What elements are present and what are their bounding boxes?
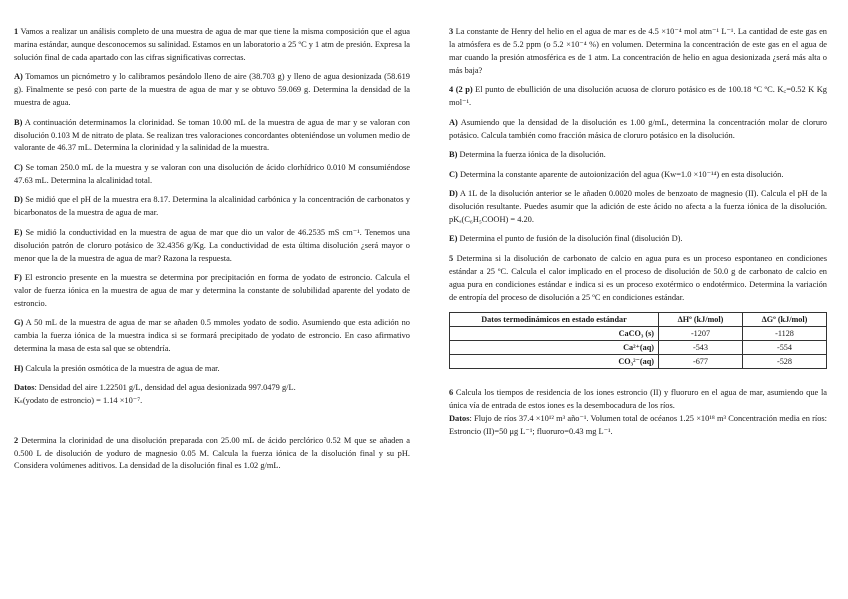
- q1-number: 1: [14, 27, 19, 36]
- table-row: [450, 341, 827, 355]
- table-cell-dh: -543: [659, 341, 743, 355]
- q3-number: 3: [449, 27, 454, 36]
- table-header-row: [450, 313, 827, 327]
- table-row: [450, 327, 827, 341]
- q1-part-g: G) A 50 mL de la muestra de agua de mar se añaden 0.5 mmoles yodato de sodio. Asumiendo que esta adición no cambia la fuerza iónica de la muestra indica si se formará precipitado de yodato de estroncio. En caso afirmativo determina la masa de esta sal que se obtendría.: [14, 318, 410, 354]
- q2-number: 2: [14, 435, 19, 445]
- q1-data-label: Datos: [14, 383, 35, 393]
- q4-points: (2 p): [455, 85, 473, 95]
- q4-intro: [449, 84, 827, 110]
- q6-data-text: : Flujo de ríos 37.4 ×10¹² m³ año⁻¹. Volumen total de océanos 1.25 ×10¹⁸ m³ Concentración media en ríos: Estroncio (II)=50 μg L⁻¹; fluoruro=0.43 mg L⁻¹.: [449, 414, 827, 437]
- q4-part-c: C) Determina la constante aparente de autoionización del agua (Kw=1.0 ×10⁻¹⁴) en esta disolución.: [449, 169, 784, 179]
- q6-number: 6: [449, 388, 454, 398]
- table-row: [450, 355, 827, 369]
- q6-data-label: Datos: [449, 414, 470, 424]
- q5-text: Determina si la disolución de carbonato de calcio en agua pura es un proceso espontaneo en condiciones estándar a 25 ºC. Calcula el calor implicado en el proceso de disolución de 50.0 g de carbonato de calcio en agua pura en condiciones estándar e indica si es un proceso exotérmico o endotérmico. Determina la variación de entropía del proceso de disolución a 25 ºC en condiciones estándar.: [449, 253, 828, 302]
- q1-part-b: B) A continuación determinamos la clorinidad. Se toman 10.00 mL de la muestra de agua de mar y se valoran con disolución 0.103 M de nitrato de plata. Se realizan tres valoraciones concordantes obteniéndose un volumen medio de valorante de 46.37 mL. Determina la clorinidad y la salinidad de la muestra.: [14, 117, 410, 153]
- q1-part-d: D) Se midió que el pH de la muestra era 8.17. Determina la alcalinidad carbónica y la concentración de carbonatos y bicarbonatos de la muestra de agua de mar.: [14, 195, 410, 218]
- table-cell-species: CO₃²⁻(aq): [450, 355, 659, 369]
- spacer: [449, 379, 827, 387]
- q6-text: Calcula los tiempos de residencia de los iones estroncio (II) y fluoruro en el agua de mar, asumiendo que la única vía de entrada de estos iones es la desembocadura de los ríos.: [449, 388, 827, 411]
- q1-intro: [14, 26, 410, 65]
- q4-part-b: B) Determina la fuerza iónica de la disolución.: [449, 150, 606, 160]
- q1-part-c: C) Se toman 250.0 mL de la muestra y se valoran con una disolución de ácido clorhídrico 0.010 M consumiéndose 47.63 mL. Determina la alcalinidad total.: [14, 162, 411, 185]
- table-cell-dh: -677: [659, 355, 743, 369]
- table-cell-dg: -528: [743, 355, 827, 369]
- q3: [449, 26, 827, 78]
- q1-text: Vamos a realizar un análisis completo de una muestra de agua de mar que tiene la misma composición que el agua marina estándar, aunque desconocemos su salinidad. Estamos en un laboratorio a 25 ºC y 1 atm de presión. Expresa la solución final de cada apartado con las cifras significativas correctas.: [14, 27, 410, 62]
- q1-data: Datos: Densidad del aire 1.22501 g/L, densidad del agua desionizada 997.0479 g/L. Kₛ(yodato de estroncio) = 1.14 ×10⁻⁷.: [14, 383, 296, 406]
- q3-text: La constante de Henry del helio en el agua de mar es de 4.5 ×10⁻⁴ mol atm⁻¹ L⁻¹. La cantidad de este gas en la atmósfera es de 5.2 ppm (o 5.2 ×10⁻⁴ %) en volumen. Determina la concentración de este gas en el agua de mar cuando la presión atmosférica es de 1 atm. La concentración de helio en agua desionizada ¿será más alta o más baja?: [449, 27, 827, 75]
- q2: [14, 435, 410, 474]
- table-header-cell: ΔHº (kJ/mol): [659, 313, 743, 327]
- q6: [449, 387, 827, 439]
- table-cell-dg: -1128: [743, 327, 827, 341]
- table-header-cell: Datos termodinámicos en estado estándar: [450, 313, 659, 327]
- q5: [449, 253, 827, 305]
- right-column: [449, 26, 827, 446]
- table-header-cell: ΔGº (kJ/mol): [743, 313, 827, 327]
- q4-number: 4: [449, 85, 454, 95]
- table-cell-species: Ca²⁺(aq): [450, 341, 659, 355]
- q4-part-e: E) Determina el punto de fusión de la disolución final (disolución D).: [449, 234, 683, 244]
- q1-part-h: H) Calcula la presión osmótica de la muestra de agua de mar.: [14, 363, 220, 373]
- spacer: [14, 415, 410, 435]
- q2-text: Determina la clorinidad de una disolución preparada con 25.00 mL de ácido perclórico 0.52 M que se añaden a 0.500 L de disolución de yoduro de magnesio 0.05 M. Calcula la fuerza iónica de la disolución final y su pH. Considera volúmenes aditivos. La densidad de la disolución final es 1.02 g/mL.: [14, 435, 411, 471]
- q4-part-a: A) Asumiendo que la densidad de la disolución es 1.00 g/mL, determina la concentración molar de cloruro potásico. Calcula también como fracción másica de cloruro potásico en la disolución.: [449, 117, 827, 140]
- q1-part-a: A) Tomamos un picnómetro y lo calibramos pesándolo lleno de aire (38.703 g) y lleno de agua desionizada (58.619 g). Finalmente se pesó con parte de la muestra de agua de mar y se obtuvo 59.069 g. Determina la densidad de la muestra de agua.: [14, 72, 410, 108]
- q4-text: El punto de ebullición de una disolución acuosa de cloruro potásico es de 100.18 ºC ºC. K꜀=0.52 K Kg mol⁻¹.: [449, 85, 827, 108]
- thermo-table: [449, 312, 827, 369]
- left-column: [14, 26, 410, 480]
- table-cell-dh: -1207: [659, 327, 743, 341]
- q4-part-d: D) A 1L de la disolución anterior se le añaden 0.0020 moles de benzoato de magnesio (II). Calcula el pH de la disolución resultante. Puedes asumir que la adición de este ácido no afecta a la fuerza iónica de la disolución. pKₐ(C₆H₅COOH) = 4.20.: [449, 189, 827, 224]
- q1-part-f: F) El estroncio presente en la muestra se determina por precipitación en forma de yodato de estroncio. Calcula el valor de fuerza iónica en la muestra de agua de mar y determina la constante de solubilidad aparente del yodato de estroncio.: [14, 273, 411, 308]
- table-cell-species: CaCO₃ (s): [450, 327, 659, 341]
- table-cell-dg: -554: [743, 341, 827, 355]
- q1-part-e: E) Se midió la conductividad en la muestra de agua de mar que dio un valor de 46.2535 mS cm⁻¹. Tenemos una disolución patrón de cloruro potásico de 32.4356 g/Kg. La conductividad de esta última disolución ¿será mayor o menor que la de la muestra de agua de mar? Razona la respuesta.: [14, 227, 410, 263]
- q5-number: 5: [449, 253, 454, 263]
